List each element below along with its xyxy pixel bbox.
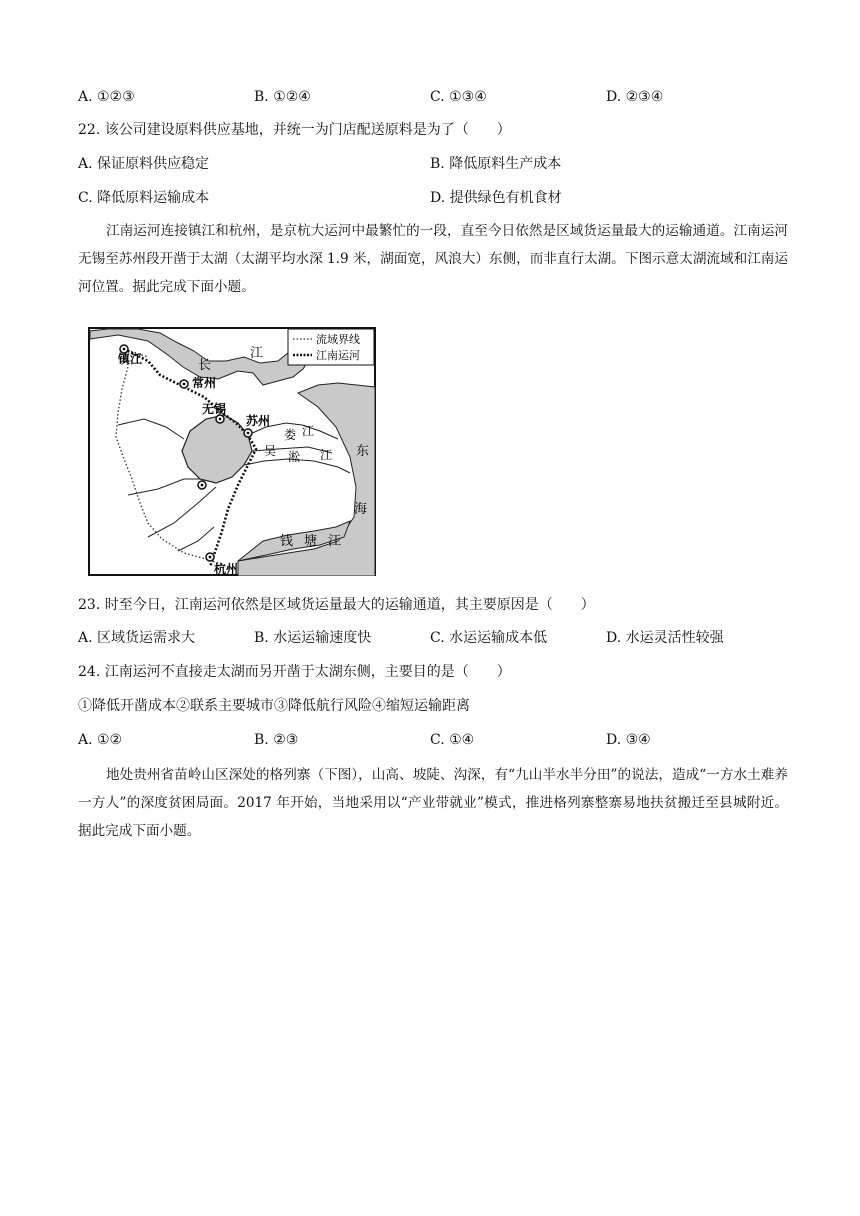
label-dong: 东 <box>356 444 370 459</box>
label-song: 淞 <box>288 450 301 464</box>
label-chang: 长 <box>198 358 212 373</box>
q24-option-d: D. ③④ <box>606 732 651 748</box>
label-qian: 钱 <box>280 534 294 549</box>
legend-boundary-label: 流域界线 <box>316 333 360 346</box>
q23-option-a: A. 区域货运需求大 <box>78 630 196 646</box>
label-zhenjiang: 镇江 <box>118 352 143 366</box>
label-tang: 塘 <box>304 534 318 549</box>
q21-option-a: A. ①②③ <box>78 89 135 105</box>
label-jiang-4: 江 <box>328 534 342 549</box>
label-changzhou: 常州 <box>192 376 217 390</box>
legend-canal-label: 江南运河 <box>316 349 360 362</box>
q21-option-c: C. ①③④ <box>430 89 487 105</box>
label-suzhou: 苏州 <box>246 414 271 428</box>
label-hangzhou: 杭州 <box>214 562 239 576</box>
q24-statements: ①降低开凿成本②联系主要城市③降低航行风险④缩短运输距离 <box>78 698 470 714</box>
taihu-basin-map <box>88 327 376 576</box>
label-jiang-2: 江 <box>302 424 315 438</box>
q22-option-d: D. 提供绿色有机食材 <box>430 190 562 206</box>
q23-stem: 23. 时至今日，江南运河依然是区域货运量最大的运输通道，其主要原因是（ ） <box>78 597 595 613</box>
label-hai: 海 <box>354 502 368 517</box>
q21-option-d: D. ②③④ <box>606 89 664 105</box>
label-lou: 娄 <box>284 428 297 442</box>
q21-option-b: B. ①②④ <box>254 89 311 105</box>
q23-option-d: D. 水运灵活性较强 <box>606 630 724 646</box>
label-jiang-1: 江 <box>250 346 264 361</box>
q22-stem: 22. 该公司建设原料供应基地，并统一为门店配送原料是为了（ ） <box>78 122 511 138</box>
q23-option-c: C. 水运运输成本低 <box>430 630 548 646</box>
canal-passage: 江南运河连接镇江和杭州，是京杭大运河中最繁忙的一段，直至今日依然是区域货运量最大的运输通道。江南运河无锡至苏州段开凿于太湖（太湖平均水深 1.9 米，湖面宽，风浪大）东侧，而非直行太湖。下图示意太湖流域和江南运河位置。据此完成下面小题。 <box>78 223 788 295</box>
q24-option-a: A. ①② <box>78 732 123 748</box>
q24-stem: 24. 江南运河不直接走太湖而另开凿于太湖东侧，主要目的是（ ） <box>78 664 511 680</box>
q23-option-b: B. 水运运输速度快 <box>254 630 372 646</box>
q24-option-c: C. ①④ <box>430 732 475 748</box>
q22-option-b: B. 降低原料生产成本 <box>430 156 562 172</box>
q22-option-c: C. 降低原料运输成本 <box>78 190 210 206</box>
q22-option-a: A. 保证原料供应稳定 <box>78 156 210 172</box>
label-jiang-3: 江 <box>320 448 333 462</box>
label-wuxi: 无锡 <box>202 402 227 416</box>
village-passage: 地处贵州省苗岭山区深处的格列寨（下图），山高、坡陡、沟深，有“九山半水半分田”的说法，造成“一方水土难养一方人”的深度贫困局面。2017 年开始，当地采用以“产业带就业”模式，推进格列寨整寨易地扶贫搬迁至县城附近。据此完成下面小题。 <box>78 767 788 839</box>
label-wu: 吴 <box>264 444 277 458</box>
q24-option-b: B. ②③ <box>254 732 299 748</box>
